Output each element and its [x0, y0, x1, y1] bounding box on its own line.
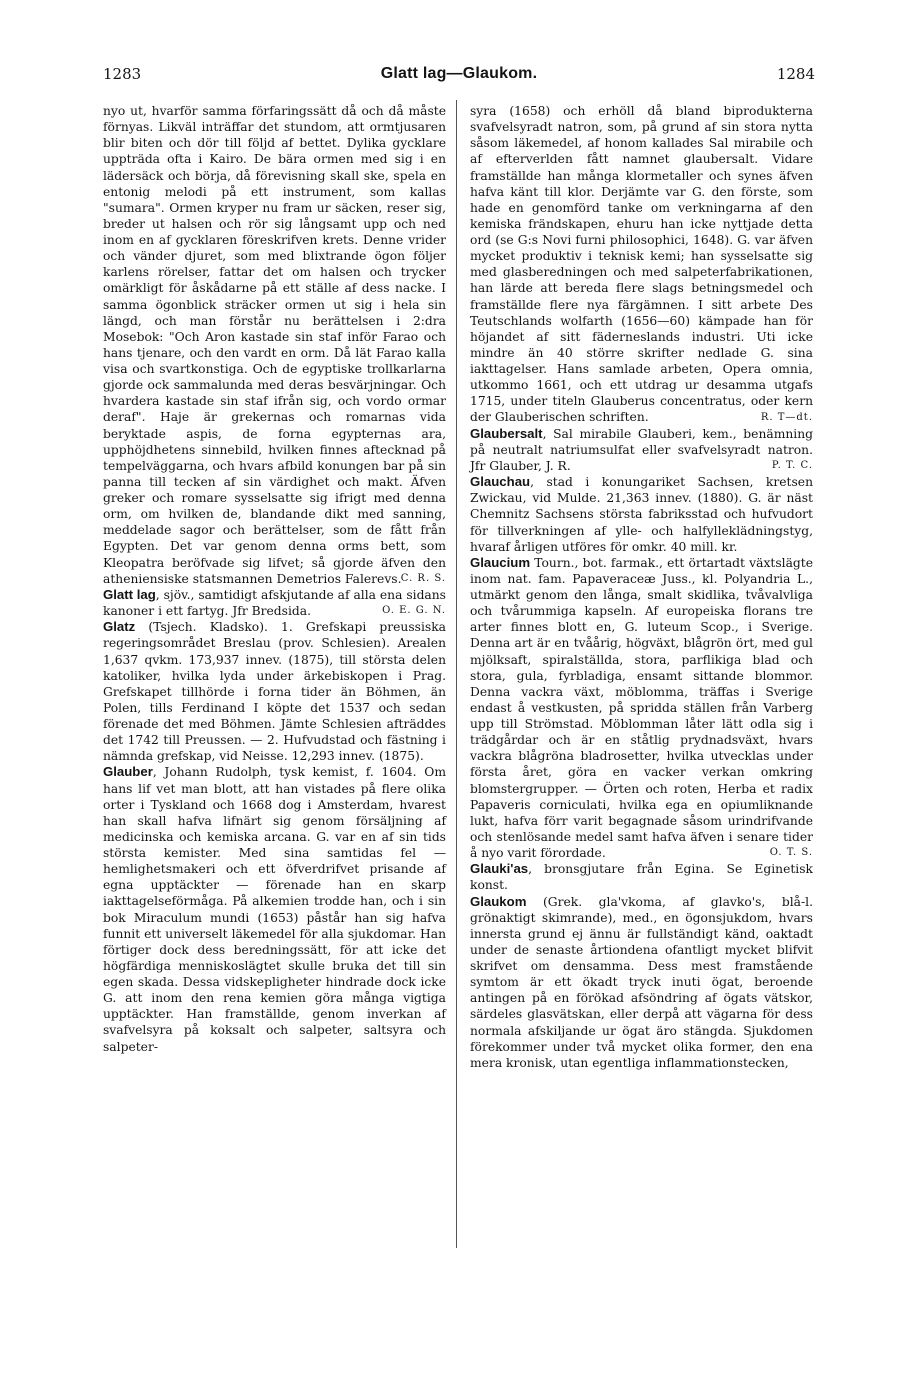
paragraph-text: nyo ut, hvarför samma förfaringssätt då och då måste förnyas. Likväl inträffar det stundom, att ormtjusaren blir biten och dör till följd af bettet. Dylika gycklare uppträda ofta i Kairo. De bära ormen med sig i en lädersäck och börja, då förevisning skall ske, spela en entonig melodi på ett instrument, som kallas "sumara". Ormen kryper nu fram ur säcken, reser sig, breder ut halsen och rör sig långsamt upp och ned inom en af gycklaren föreskrifven krets. Denne vrider och vänder djuret, som med blixtrande ögon följer karlens rörelser, fattar det om halsen och trycker omärkligt för åskådarne på ett ställe af dess nacke. I samma ögonblick sträcker ormen ut sig i hela sin längd, och man förstår nu berättelsen i 2:dra Mosebok: "Och Aron kastade sin staf inför Farao och hans tjenare, och den vardt en orm. Då lät Farao kalla visa och svartkonstiga. Och de egyptiske trollkarlarna gjorde ock sammalunda med deras besvärjningar. Och hvardera kastade sin staf ifrån sig, och vordo ormar deraf". Haje är grekernas och romarnas vida beryktade aspis, de forna egypternas ara, upphöjdhetens sinnebild, hvilken finnes aftecknad på tempelväggarna, och hvars afbild konungen bar på sin panna till tecken af sin värdighet och makt. Äfven greker och romare sysselsatte sig ifrigt med denna orm, om hvilken de, blandande dikt med sanning, meddelade sagor och berättelser, som de fått från Egypten. Det var genom denna orms bett, som Kleopatra beröfvade sig lifvet; så gjorde äfven den atheniensiske statsmannen Demetrios Falerevs.	[103, 104, 446, 586]
entry-text: (Grek. gla'vkoma, af glavko's, blå-l. grönaktigt skimrande), med., en ögonsjukdom, hvars innersta grund ej ännu är fullständigt känd, oaktadt under de senaste årtiondena ofantligt mycket blifvit skrifvet om densamma. Dess mest framstående symtom är ett ökadt tryck inuti ögat, beroende antingen på en förökad afsöndring af ögats vätskor, särdeles glasvätskan, eller derpå att vägarna för dess normala afskiljande ur ögat äro stängda. Sjukdomen förekommer under två mycket olika former, den ena mera kronisk, utan egentliga inflammationstecken,	[470, 894, 813, 1070]
headword: Glauki'as	[470, 861, 529, 877]
entry-glauchau	[470, 474, 813, 555]
paragraph-continued	[103, 103, 446, 587]
entry-glauber	[103, 764, 446, 1054]
page-header	[103, 65, 815, 89]
left-column	[103, 103, 446, 1055]
column-divider	[456, 100, 457, 1248]
entry-text: , stad i konungariket Sachsen, kretsen Zwickau, vid Mulde. 21,363 innev. (1880). G. är näst Chemnitz Sachsens största fabriksstad och hufvudort för tillverkningen af ylle- och halfylleklädningstyg, hvaraf årligen utföres för omkr. 40 mill. kr.	[470, 475, 813, 554]
entry-glaukom	[470, 894, 813, 1071]
running-title: Glatt lag—Glaukom.	[380, 65, 538, 82]
entry-text: Tourn., bot. farmak., ett örtartadt växtslägte inom nat. fam. Papaveraceæ Juss., kl. Polyandria L., utmärkt genom den långa, smalt skidlika, tvåvalvliga och tvårummiga kapseln. Af europeiska florans tre arter finnes blott en, G. luteum Scop., i Sverige. Denna art är en tvåårig, högväxt, blågrön ört, med gul mjölksaft, spiralställda, stora, parflikiga blad och stora, gula, fyrbladiga, ensamt sittande blommor. Denna vackra växt, möblomma, träffas i Sverige endast å vestkusten, på spridda ställen från Varberg upp till Strömstad. Möblomman låter lätt odla sig i trädgårdar och är en ståtlig prydnadsväxt, hvars vackra blågröna bladrosetter, hvilka utvecklas under första året, göra en vacker verkan omkring blomstergrupper. — Örten och roten, Herba et radix Papaveris corniculati, hvilka ega en opiumliknande lukt, hafva förr varit begagnade såsom urindrifvande och stenlösande medel samt hafva äfven i senare tider å nyo varit förordade.	[470, 555, 813, 860]
author-signature: P. T. C.	[771, 460, 813, 471]
entry-text: , bronsgjutare från Egina. Se Eginetisk konst.	[470, 862, 813, 893]
entry-text: , Johann Rudolph, tysk kemist, f. 1604. Om hans lif vet man blott, att han vistades på flere olika orter i Tyskland och 1668 dog i Amsterdam, hvarest han skall hafva lifnärt sig genom försäljning af medicinska och kemiska arcana. G. var en af sin tids största kemister. Med sina samtidas fel — hemlighetsmakeri och ett öfverdrifvet prisande af egna upptäckter — förenade han en skarp iakttagelseförmåga. På alkemien trodde han, och i sin bok Miraculum mundi (1653) påstår han sig hafva funnit ett universelt läkemedel för alla sjukdomar. Han förtiger dock dess beredningssätt, för att icke det högfärdiga menniskoslägtet skulle bruka det till sin egen skada. Dessa vidskepligheter hindrade dock icke G. att inom den rena kemien göra många vigtiga upptäckter. Han framställde, genom inverkan af svafvelsyra på koksalt och salpeter, saltsyra och salpeter-	[103, 765, 446, 1054]
headword: Glaukom	[470, 893, 527, 909]
entry-text: (Tsjech. Kladsko). 1. Grefskapi preussiska regeringsområdet Breslau (prov. Schlesien). Arealen 1,637 qvkm. 173,937 innev. (1875), till största delen katoliker, hvilka lyda under ärkebiskopen i Prag. Grefskapet tillhörde i forna tider än Böhmen, än Polen, tills Ferdinand I köpte det 1537 och sedan förenade det med Böhmen. Jämte Schlesien afträddes det 1742 till Preussen. — 2. Hufvudstad och fästning i nämnda grefskap, vid Neisse. 12,293 innev. (1875).	[103, 620, 446, 764]
page-number-left: 1283	[103, 65, 142, 83]
headword: Glauchau	[470, 474, 531, 490]
entry-text: , sjöv., samtidigt afskjutande af alla ena sidans kanoner i ett fartyg. Jfr Bredsida.	[103, 587, 446, 618]
entry-text: , Sal mirabile Glauberi, kem., benämning på neutralt natriumsulfat eller svafvelsyradt natron. Jfr Glauber, J. R.	[470, 426, 813, 473]
right-column	[470, 103, 813, 1071]
entry-glatz	[103, 619, 446, 764]
paragraph-text: syra (1658) och erhöll då bland biprodukterna svafvelsyradt natron, som, på grund af sin stora nytta såsom läkemedel, af honom kallades Sal mirabile och af efterverlden fått namnet glaubersalt. Vidare framställde han många klormetaller och synes äfven hafva känt till klor. Derjämte var G. den förste, som hade en genomförd tanke om verkningarna af den kemiska frändskapen, ehuru han icke nyttjade detta ord (se G:s Novi furni philosophici, 1648). G. var äfven mycket produktiv i teknisk kemi; han sysselsatte sig med glasberedningen och med salpeterfabrikationen, han lärde att bereda flere slags betningsmedel och framställde flere nya färgämnen. I sitt arbete Des Teutschlands wolfarth (1656—60) kämpade han för höjandet af sitt fäderneslands industri. Uti icke mindre än 40 större skrifter nedlade G. sina iakttagelser. Hans samlade arbeten, Opera omnia, utkommo 1661, och ett utdrag ur desamma utgafs 1715, under titeln Glauberus concentratus, oder kern der Glauberischen schriften.	[470, 104, 813, 425]
entry-glaucium	[470, 555, 813, 861]
author-signature: O. T. S.	[769, 847, 813, 859]
headword: Glaubersalt	[470, 425, 543, 441]
paragraph-continued	[470, 103, 813, 426]
headword: Glauber	[103, 764, 153, 780]
author-signature: R. T—dt.	[760, 411, 813, 423]
page-number-right: 1284	[776, 65, 815, 83]
headword: Glatt lag	[103, 586, 156, 602]
author-signature: O. E. G. N.	[382, 605, 446, 617]
headword: Glaucium	[470, 554, 531, 570]
entry-glaukias	[470, 861, 813, 893]
author-signature: C. R. S.	[400, 572, 446, 584]
headword: Glatz	[103, 619, 136, 635]
